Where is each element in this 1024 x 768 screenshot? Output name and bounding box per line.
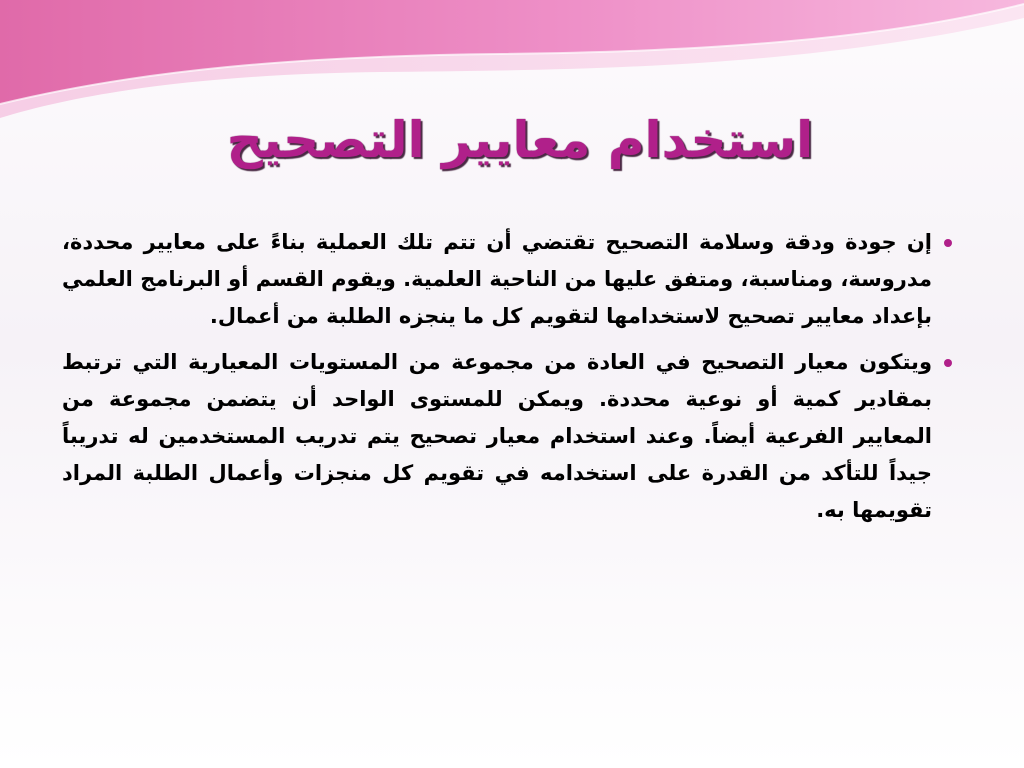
bullet-list bbox=[62, 224, 956, 538]
bullet-text: ويتكون معيار التصحيح في العادة من مجموعة من المستويات المعيارية التي ترتبط بمقادير كمية أو نوعية محددة. ويمكن للمستوى الواحد أن يتضمن مجموعة من المعايير الفرعية أيضاً. وعند استخدام معيار تصحيح يتم تدريب المستخدمين له تدريباً جيداً للتأكد من القدرة على استخدامه في تقويم كل منجزات وأعمال الطلبة المراد تقويمها به. bbox=[62, 350, 932, 522]
bullet-dot-icon bbox=[944, 359, 952, 367]
bullet-item bbox=[62, 224, 956, 335]
bullet-dot-icon bbox=[944, 239, 952, 247]
bullet-item bbox=[62, 344, 956, 529]
bullet-text: إن جودة ودقة وسلامة التصحيح تقتضي أن تتم تلك العملية بناءً على معايير محددة، مدروسة، ومناسبة، ومتفق عليها من الناحية العلمية. ويقوم القسم أو البرنامج العلمي بإعداد معايير تصحيح لاستخدامها لتقويم كل ما ينجزه الطلبة من أعمال. bbox=[62, 230, 932, 328]
wave-front bbox=[0, 0, 1024, 104]
slide-title: استخدام معايير التصحيح bbox=[226, 111, 814, 169]
